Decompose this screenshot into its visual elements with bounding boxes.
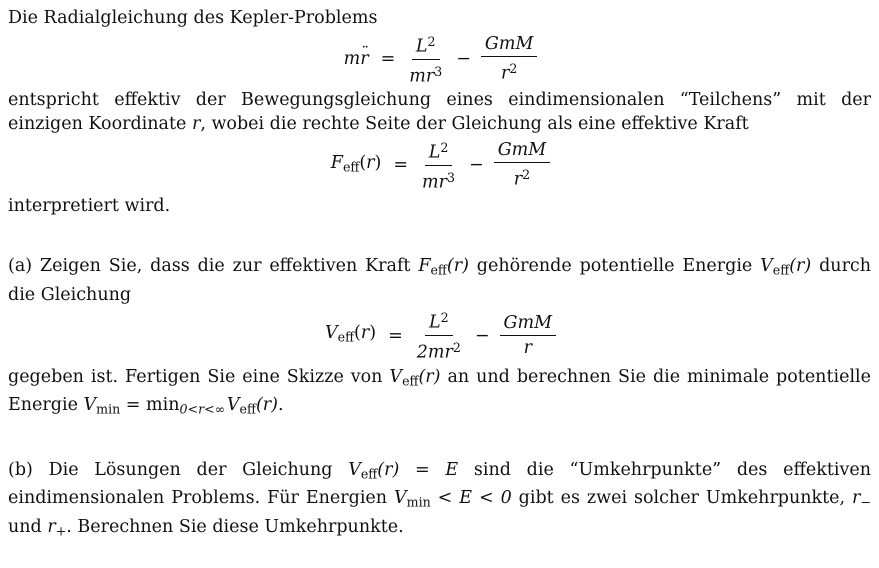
part-a-question: (a) Zeigen Sie, dass die zur effektiven Kraft $F_{eff}(r)$ gehörende potentielle Energie $V_{eff}(r)$ durch die Gleichung [8,256,872,305]
intro-text: Die Radialgleichung des Kepler-Problems [8,8,378,28]
fraction-gravity-potential: $\frac{\text{GmM}}{r}$ [496,312,561,359]
fraction-centrifugal: $\frac{L^2}{mr^3}$ [401,31,450,87]
fraction-gravity: $\frac{\text{GmM}}{r^2}$ [477,33,542,85]
equals-sign: = [393,155,409,175]
minus-sign: − [469,155,484,175]
paragraph-interpreted: interpretiert wird. [8,196,171,216]
spacer [8,218,871,254]
spacer [8,422,871,458]
radial-equation [8,30,871,88]
equals-sign: = [388,325,403,346]
fraction-centrifugal: $\frac{L^2}{mr^3}$ [414,137,463,193]
fraction-gravity: $\frac{\text{GmM}}{r^2}$ [490,139,555,191]
potential-lhs: $V_{eff}(r)$ [324,323,377,345]
equals-sign: = [380,49,396,69]
part-b-question: (b) Die Lösungen der Gleichung $V_{eff}(r) = E$ sind die “Umkehrpunkte” des effektiven eindimensionalen Problems. Für Energien $V_{min} < E < 0$ gibt es zwei solcher Umkehrpunkte, $r_-$ und $r_+$. Berechnen Sie diese Umkehrpunkte. [8,459,871,539]
minus-sign: − [456,49,471,69]
fraction-centrifugal-potential: $\frac{L^2}{2mr^2}$ [409,307,469,363]
effective-potential-equation [8,307,871,365]
force-lhs: $F_{eff}(r)$ [330,152,382,175]
effective-force-equation [8,136,871,194]
part-a-task: gegeben ist. Fertigen Sie eine Skizze von $V_{eff}(r)$ an und berechnen Sie die minimale potentielle Energie $V_{min} = \min_{0<r<\infty}$ $V_{eff}(r)$. [8,366,871,417]
intro-line [8,6,871,30]
paragraph-effective-force: entspricht effektiv der Bewegungsgleichung eines eindimensionalen “Teilchens” mit der einzigen Koordinate r, wobei die rechte Seite der Gleichung als eine effektive Kraft [8,90,871,134]
radial-lhs: mr ¨ [338,47,375,71]
minus-sign: − [474,325,490,346]
r-double-dot: r ¨ [360,47,368,71]
